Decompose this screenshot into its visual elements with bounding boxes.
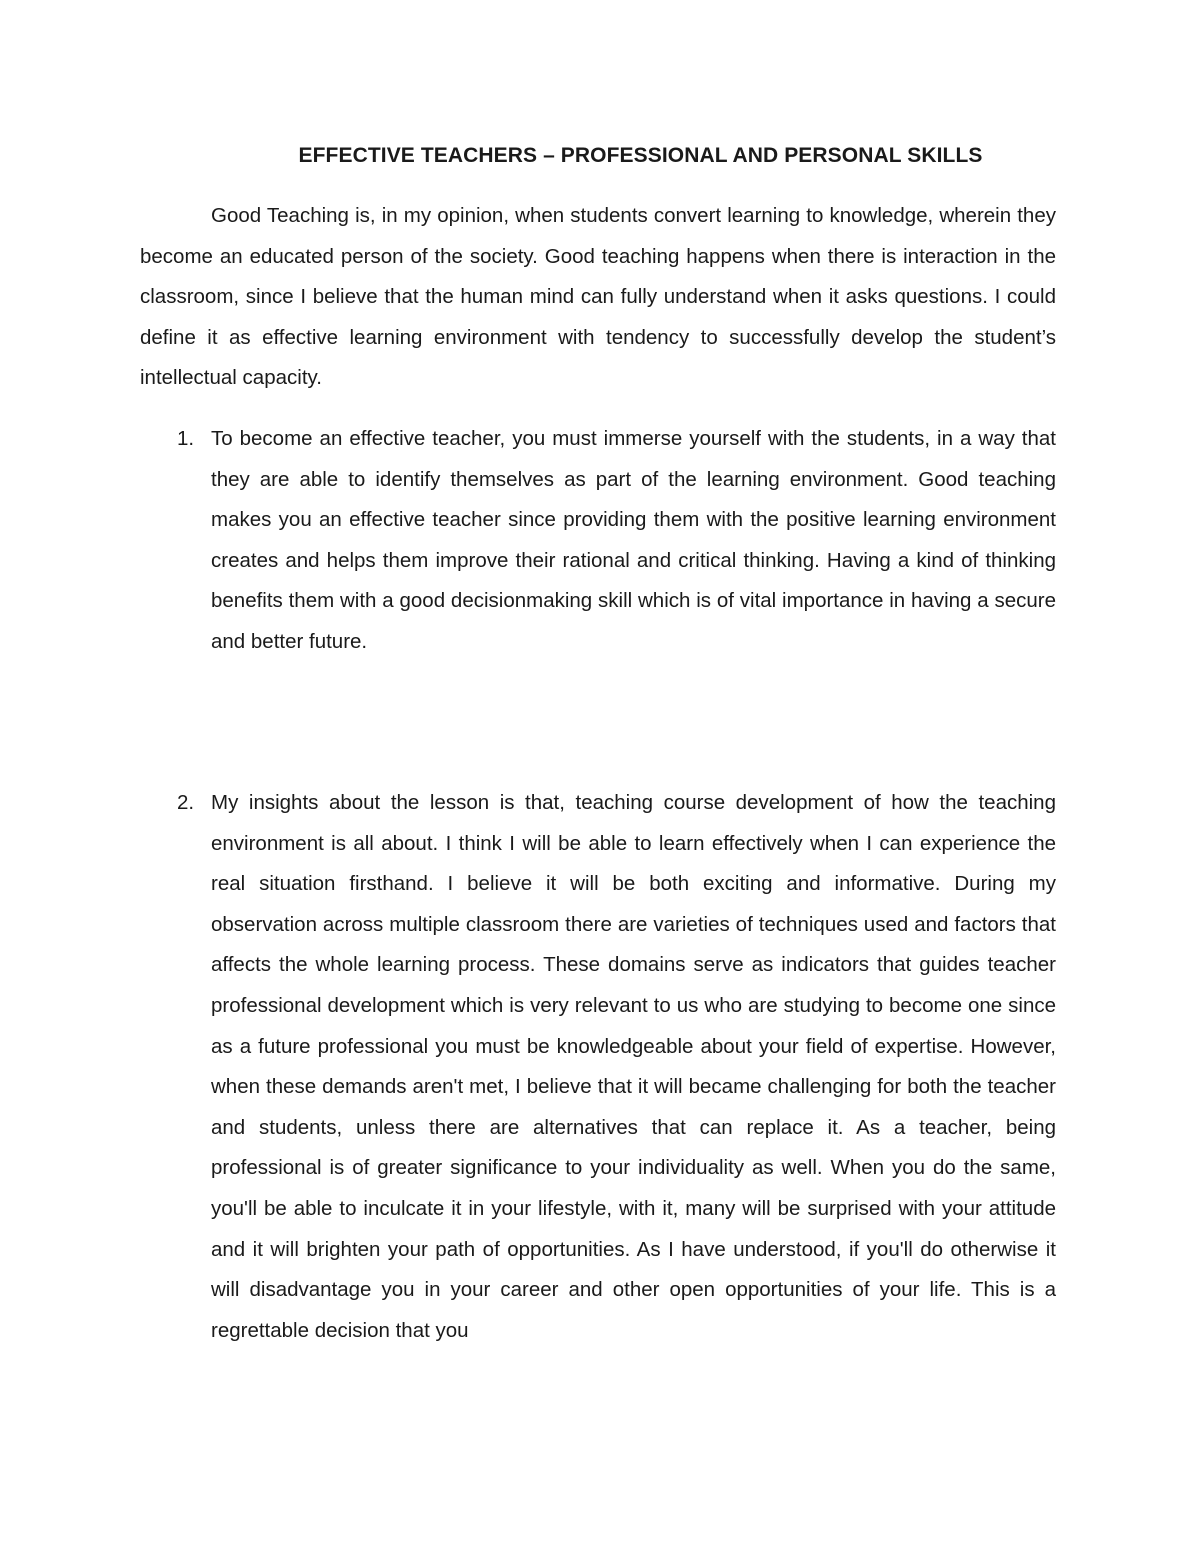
list-item-number: 1. [177,427,195,450]
document-title: EFFECTIVE TEACHERS – PROFESSIONAL AND PERSONAL SKILLS [298,144,983,167]
list-item-number: 2. [177,791,195,814]
list-item [140,419,1056,663]
list-item-text: To become an effective teacher, you must immerse yourself with the students, in a way that they are able to identify themselves as part of the learning environment. Good teaching makes you an effective teacher since providing them with the positive learning environment creates and helps them improve their rational and critical thinking. Having a kind of thinking benefits them with a good decisionmaking skill which is of vital importance in having a secure and better future. [211,427,1056,653]
list-item [140,783,1056,1351]
intro-paragraph: Good Teaching is, in my opinion, when students convert learning to knowledge, wherein they become an educated person of the society. Good teaching happens when there is interaction in the classroom, since I believe that the human mind can fully understand when it asks questions. I could define it as effective learning environment with tendency to successfully develop the student’s intellectual capacity. [140,204,1056,390]
list-item-text: My insights about the lesson is that, teaching course development of how the teaching environment is all about. I think I will be able to learn effectively when I can experience the real situation firsthand. I believe it will be both exciting and informative. During my observation across multiple classroom there are varieties of techniques used and factors that affects the whole learning process. These domains serve as indicators that guides teacher professional development which is very relevant to us who are studying to become one since as a future professional you must be knowledgeable about your field of expertise. However, when these demands aren't met, I believe that it will became challenging for both the teacher and students, unless there are alternatives that can replace it. As a teacher, being professional is of greater significance to your individuality as well. When you do the same, you'll be able to inculcate it in your lifestyle, with it, many will be surprised with your attitude and it will brighten your path of opportunities. As I have understood, if you'll do otherwise it will disadvantage you in your career and other open opportunities of your life. This is a regrettable decision that you [211,791,1056,1342]
